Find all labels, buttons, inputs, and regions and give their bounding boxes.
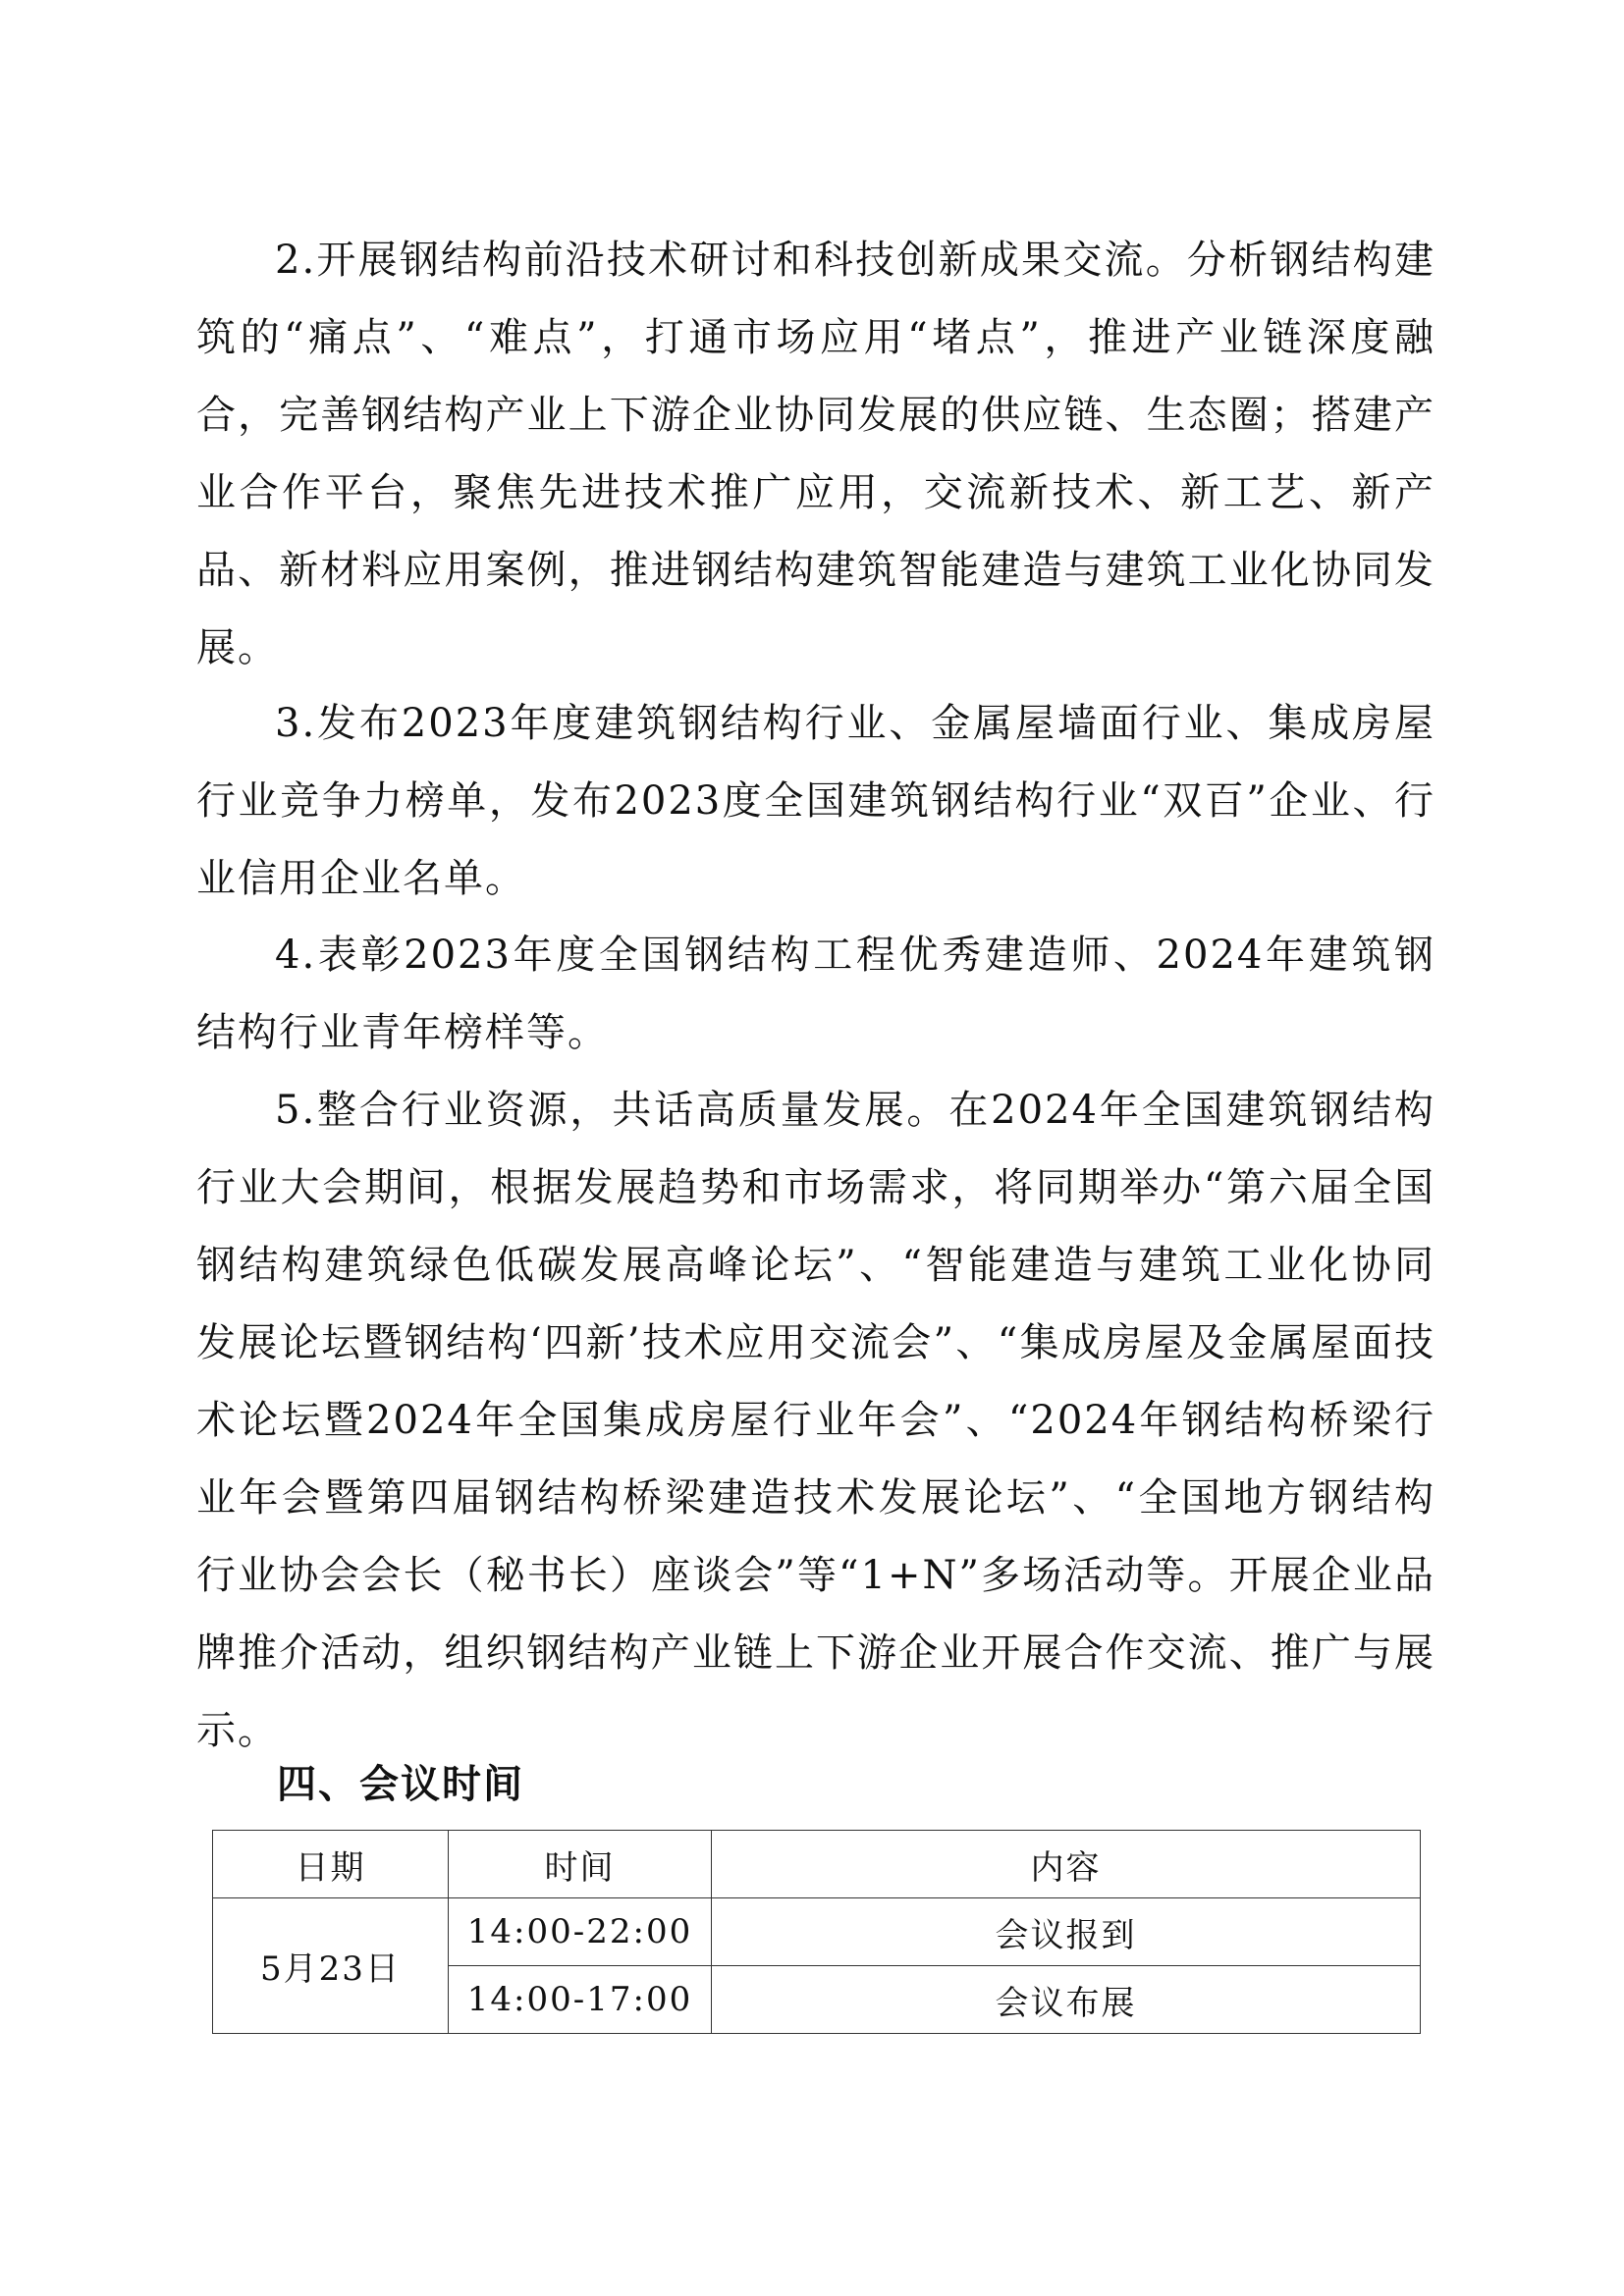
content-cell: 会议报到 [712,1898,1421,1966]
paragraph-item-2: 2.开展钢结构前沿技术研讨和科技创新成果交流。分析钢结构建筑的“痛点”、“难点”，打通市场应用“堵点”，推进产业链深度融合，完善钢结构产业上下游企业协同发展的供应链、生态圈；搭建产业合作平台，聚焦先进技术推广应用，交流新技术、新工艺、新产品、新材料应用案例，推进钢结构建筑智能建造与建筑工业化协同发展。 [196,238,1435,670]
paragraph-item-5: 5.整合行业资源，共话高质量发展。在2024年全国建筑钢结构行业大会期间，根据发展趋势和市场需求，将同期举办“第六届全国钢结构建筑绿色低碳发展高峰论坛”、“智能建造与建筑工业化协同发展论坛暨钢结构‘四新’技术应用交流会”、“集成房屋及金属屋面技术论坛暨2024年全国集成房屋行业年会”、“2024年钢结构桥梁行业年会暨第四届钢结构桥梁建造技术发展论坛”、“全国地方钢结构行业协会会长（秘书长）座谈会”等“1+N”多场活动等。开展企业品牌推介活动，组织钢结构产业链上下游企业开展合作交流、推广与展示。 [196,1088,1435,1753]
date-cell: 5月23日 [213,1898,449,2034]
time-cell: 14:00-22:00 [449,1898,712,1966]
content-cell: 会议布展 [712,1966,1421,2034]
section-heading-meeting-time: 四、会议时间 [277,1762,524,1807]
table-header-row [213,1831,1421,1898]
paragraph-item-3: 3.发布2023年度建筑钢结构行业、金属屋墙面行业、集成房屋行业竞争力榜单，发布2023度全国建筑钢结构行业“双百”企业、行业信用企业名单。 [196,701,1435,901]
column-header-time: 时间 [449,1831,712,1898]
column-header-content: 内容 [712,1831,1421,1898]
column-header-date: 日期 [213,1831,449,1898]
schedule-table [212,1830,1421,2034]
table-row [213,1898,1421,1966]
time-cell: 14:00-17:00 [449,1966,712,2034]
paragraph-item-4: 4.表彰2023年度全国钢结构工程优秀建造师、2024年建筑钢结构行业青年榜样等。 [196,933,1435,1055]
